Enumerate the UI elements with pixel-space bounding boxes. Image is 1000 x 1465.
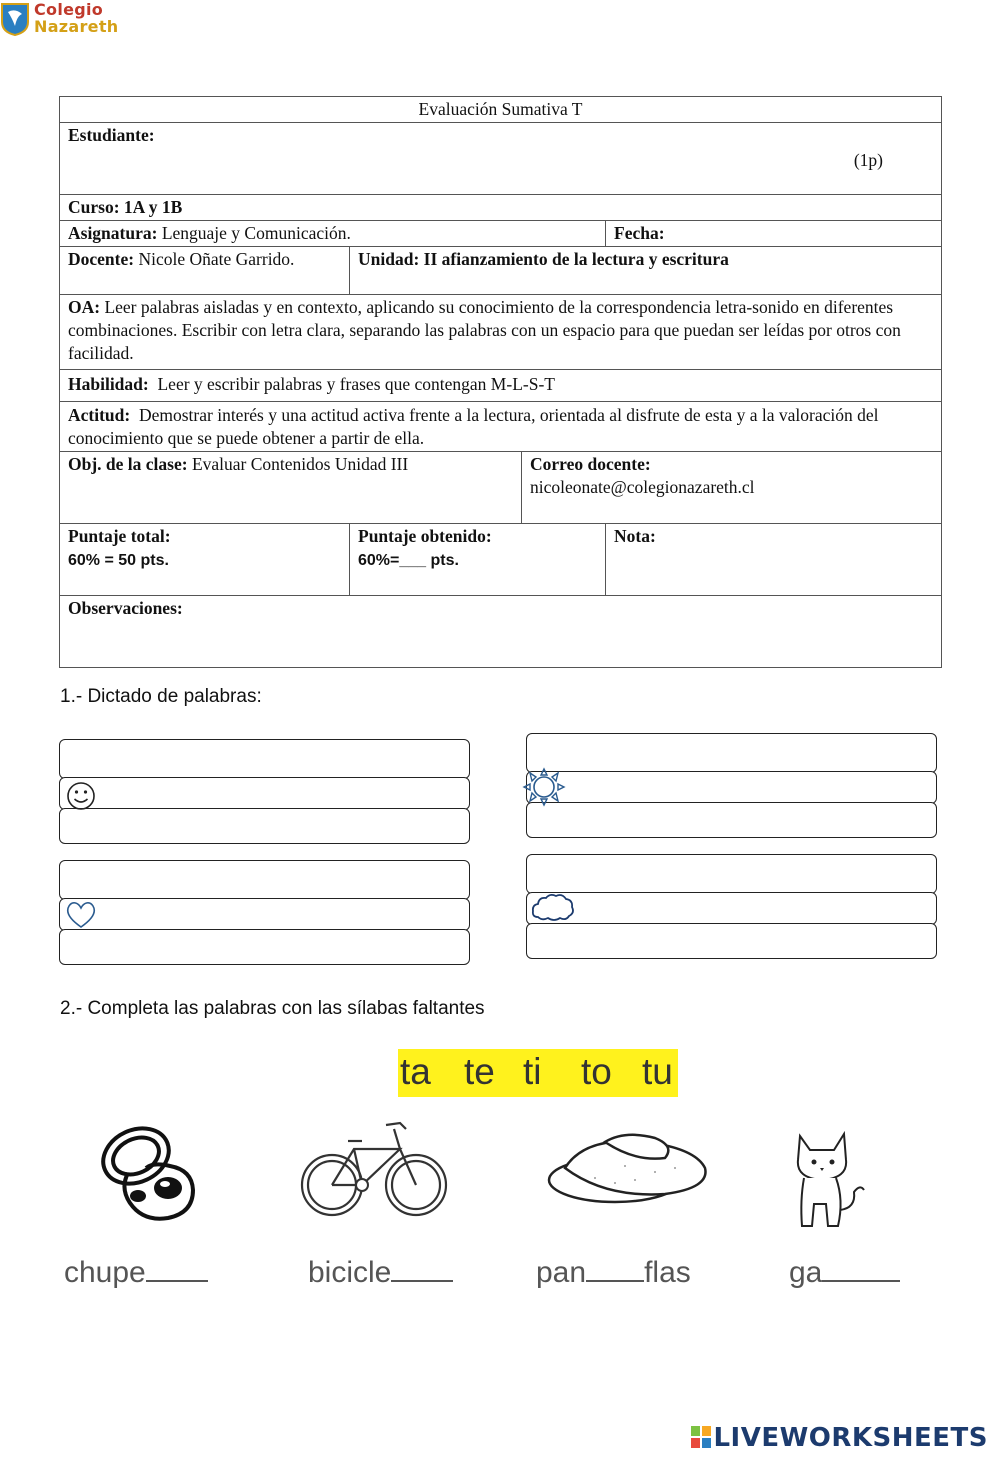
date-cell bbox=[606, 221, 942, 247]
cloud-icon bbox=[530, 891, 576, 923]
skill-value: Leer y escribir palabras y frases que contengan M-L-S-T bbox=[157, 374, 555, 394]
subject-cell bbox=[60, 221, 606, 247]
objective-label: Obj. de la clase: bbox=[68, 454, 188, 474]
section2-title: 2.- Completa las palabras con las sílabas faltantes bbox=[60, 998, 485, 1019]
cat-image bbox=[790, 1130, 870, 1232]
points-note: (1p) bbox=[853, 150, 884, 170]
dictation-line-4-bottom[interactable] bbox=[526, 923, 937, 959]
syllable-to: to bbox=[581, 1051, 612, 1092]
dictation-line-2-top[interactable] bbox=[526, 733, 937, 773]
oa-label: OA: bbox=[68, 297, 101, 317]
course-row bbox=[60, 195, 942, 221]
objective-cell bbox=[60, 452, 522, 524]
observations-label: Observaciones: bbox=[68, 598, 183, 618]
obtained-score-cell bbox=[350, 524, 606, 596]
word-chupete-text: chupe bbox=[64, 1256, 146, 1289]
teacher-cell bbox=[60, 247, 350, 295]
attitude-label: Actitud: bbox=[68, 405, 131, 425]
obtained-score-value: 60%=___ pts. bbox=[358, 552, 459, 569]
skill-label: Habilidad: bbox=[68, 374, 149, 394]
dictation-answer-4[interactable] bbox=[526, 892, 937, 925]
liveworksheets-brand bbox=[691, 1423, 988, 1453]
teacher-label: Docente: bbox=[68, 249, 135, 269]
teacher-value: Nicole Oñate Garrido. bbox=[138, 249, 295, 269]
course-label: Curso: 1A y 1B bbox=[68, 197, 183, 217]
word-chupete bbox=[64, 1256, 208, 1290]
word-pantuflas-text-after: flas bbox=[644, 1256, 691, 1289]
attitude-value: Demostrar interés y una actitud activa frente a la lectura, orientada al disfrute de esta y a la valoración del conocimiento que se puede obtener a partir de ella. bbox=[68, 405, 879, 448]
oa-cell bbox=[60, 295, 942, 370]
obtained-score-label: Puntaje obtenido: bbox=[358, 526, 492, 546]
logo-line1: Colegio bbox=[34, 0, 104, 19]
skill-cell bbox=[60, 370, 942, 402]
bicycle-image bbox=[300, 1113, 448, 1221]
subject-value: Lenguaje y Comunicación. bbox=[161, 223, 351, 243]
school-logo bbox=[0, 0, 140, 40]
dictation-answer-1[interactable] bbox=[59, 777, 470, 810]
attitude-cell bbox=[60, 402, 942, 452]
section1-title: 1.- Dictado de palabras: bbox=[60, 686, 262, 707]
syllable-tu: tu bbox=[642, 1051, 673, 1092]
unit-cell bbox=[350, 247, 942, 295]
subject-label: Asignatura: bbox=[68, 223, 158, 243]
observations-cell bbox=[60, 596, 942, 668]
sun-icon bbox=[522, 767, 566, 807]
total-score-label: Puntaje total: bbox=[68, 526, 171, 546]
dictation-answer-3[interactable] bbox=[59, 898, 470, 931]
word-bicicleta-blank[interactable] bbox=[391, 1256, 453, 1282]
syllable-te: te bbox=[464, 1051, 495, 1092]
email-value: nicoleonate@colegionazareth.cl bbox=[530, 477, 755, 497]
syllable-ti: ti bbox=[523, 1051, 542, 1092]
logo-line2: Nazareth bbox=[34, 17, 119, 36]
word-pantuflas-text-before: pan bbox=[536, 1256, 587, 1289]
dictation-line-1-top[interactable] bbox=[59, 739, 470, 779]
word-bicicleta-text: bicicle bbox=[308, 1256, 392, 1289]
dictation-line-3-bottom[interactable] bbox=[59, 929, 470, 965]
email-label: Correo docente: bbox=[530, 454, 651, 474]
evaluation-title: Evaluación Sumativa T bbox=[60, 97, 942, 123]
total-score-value: 60% = 50 pts. bbox=[68, 552, 169, 569]
pacifier-image bbox=[98, 1118, 198, 1228]
syllable-ta: ta bbox=[400, 1051, 431, 1092]
oa-value: Leer palabras aisladas y en contexto, aplicando su conocimiento de la correspondencia letra-sonido en diferentes combinaciones. Escribir con letra clara, separando las palabras con un espacio para que puedan ser leídas por otros con facilidad. bbox=[68, 297, 901, 363]
heart-icon bbox=[64, 900, 98, 930]
shield-icon bbox=[0, 2, 30, 36]
grade-cell bbox=[606, 524, 942, 596]
objective-value: Evaluar Contenidos Unidad III bbox=[191, 454, 409, 474]
date-label: Fecha: bbox=[614, 223, 665, 243]
brand-text: LIVEWORKSHEETS bbox=[713, 1423, 988, 1453]
syllable-bank bbox=[398, 1049, 678, 1097]
email-cell bbox=[522, 452, 942, 524]
dictation-answer-2[interactable] bbox=[526, 771, 937, 804]
word-bicicleta bbox=[308, 1256, 453, 1290]
word-pantuflas bbox=[536, 1256, 691, 1290]
liveworksheets-logo-icon bbox=[691, 1426, 711, 1448]
word-chupete-blank[interactable] bbox=[146, 1256, 208, 1282]
dictation-line-2-bottom[interactable] bbox=[526, 802, 937, 838]
smiley-icon bbox=[66, 781, 96, 811]
unit-label: Unidad: II afianzamiento de la lectura y escritura bbox=[358, 249, 729, 269]
word-gato-blank[interactable] bbox=[822, 1256, 900, 1282]
word-gato bbox=[789, 1256, 900, 1290]
student-label: Estudiante: bbox=[68, 125, 155, 145]
grade-label: Nota: bbox=[614, 526, 656, 546]
total-score-cell bbox=[60, 524, 350, 596]
word-pantuflas-blank[interactable] bbox=[586, 1256, 644, 1282]
dictation-line-1-bottom[interactable] bbox=[59, 808, 470, 844]
evaluation-header-table bbox=[59, 96, 942, 668]
student-row bbox=[60, 123, 942, 195]
dictation-line-3-top[interactable] bbox=[59, 860, 470, 900]
dictation-line-4-top[interactable] bbox=[526, 854, 937, 894]
slippers-image bbox=[545, 1128, 710, 1208]
word-gato-text: ga bbox=[789, 1256, 823, 1289]
